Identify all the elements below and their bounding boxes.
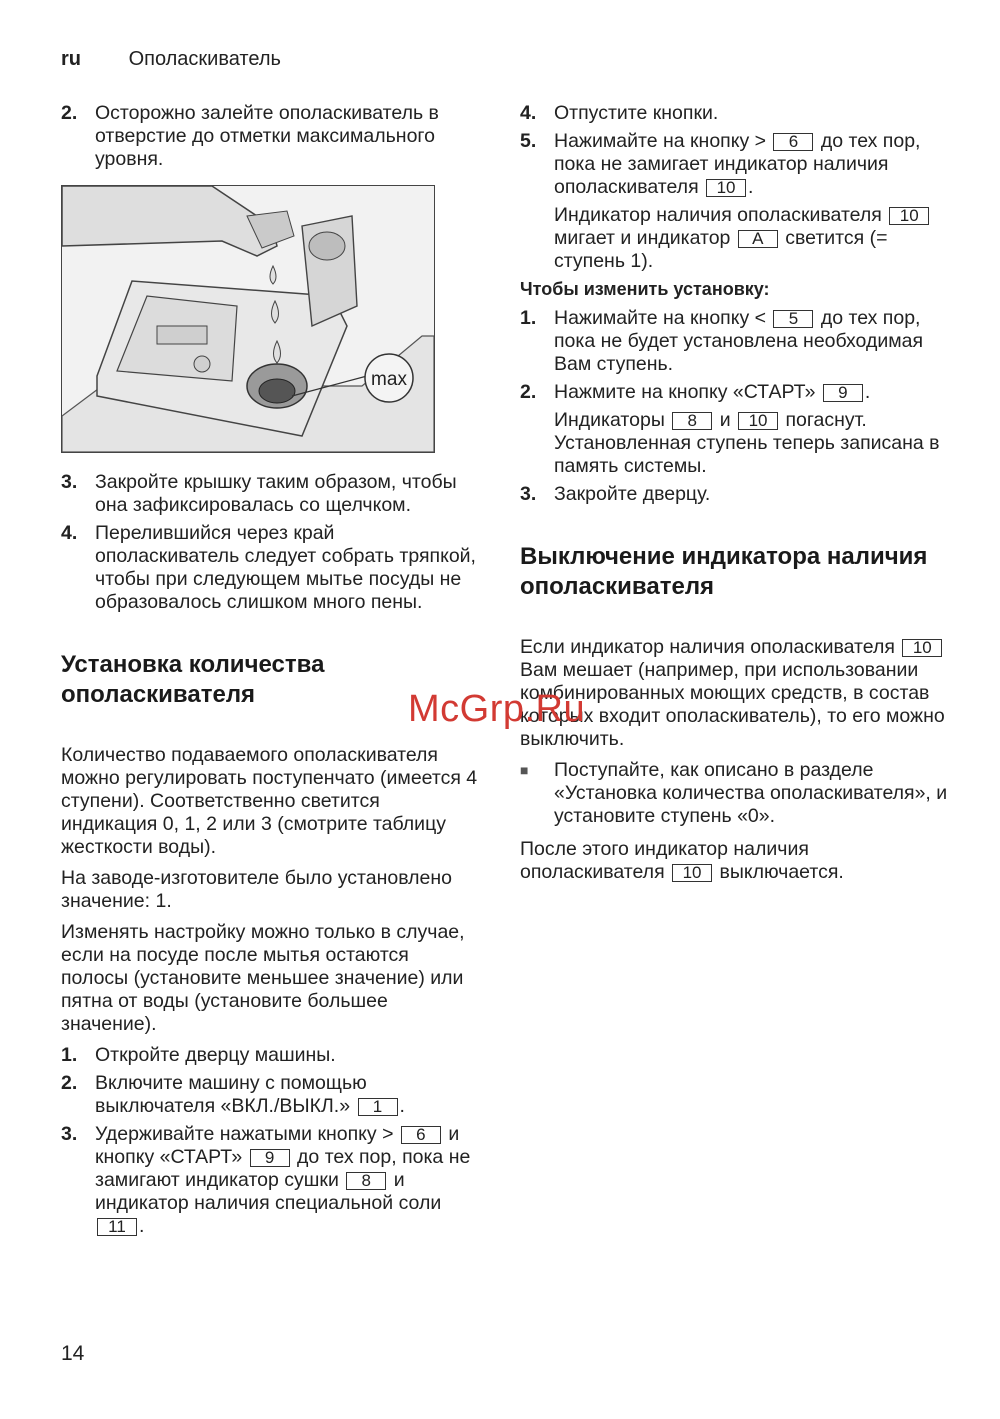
indicator-ref-box: 10	[738, 412, 778, 430]
button-ref-box: 5	[773, 310, 813, 328]
list-item: 1. Нажимайте на кнопку < 5 до тех пор, пока не будет установлена необходимая Вам ступень.	[520, 307, 924, 375]
paragraph: Изменять настройку можно только в случае, если на посуде после мытья остаются полосы (установите меньшее значение) или пятна от воды (установите большее значение).	[61, 921, 465, 1035]
list-item: 3. Закройте крышку таким образом, чтобы она зафиксировалась со щелчком.	[61, 471, 457, 516]
indicator-ref-box: 10	[706, 179, 746, 197]
step-note: Индикатор наличия ополаскивателя 10 мигает и индикатор A светится (= ступень 1).	[520, 204, 950, 273]
indicator-ref-box: 10	[902, 639, 942, 657]
step-note: Индикаторы 8 и 10 погаснут. Установленная ступень теперь записана в память системы.	[554, 409, 940, 477]
header-title: Ополаскиватель	[128, 48, 281, 70]
list-item: 2. Осторожно залейте ополаскиватель в отверстие до отметки максимального уровня.	[61, 102, 439, 170]
page-header	[61, 48, 281, 71]
list-item: 5. Нажимайте на кнопку > 6 до тех пор, пока не замигает индикатор наличия ополаскивателя 10 .	[520, 130, 921, 198]
indicator-ref-box: 8	[672, 412, 712, 430]
section-title-disable-indicator: Выключение индикатора наличия ополаскивателя	[520, 543, 928, 600]
right-column	[520, 102, 950, 892]
list-item: 4. Отпустите кнопки.	[520, 102, 719, 124]
indicator-ref-box: A	[738, 230, 778, 248]
bullet-item: ■ Поступайте, как описано в разделе «Установка количества ополаскивателя», и установите ступень «0».	[520, 759, 948, 827]
button-ref-box: 6	[773, 133, 813, 151]
paragraph: После этого индикатор наличия ополаскивателя 10 выключается.	[520, 838, 844, 883]
button-ref-box: 9	[250, 1149, 290, 1167]
subsection-title: Чтобы изменить установку:	[520, 279, 770, 299]
list-item: 3. Удерживайте нажатыми кнопку > 6 и кнопку «СТАРТ» 9 до тех пор, пока не замигают индикатор сушки 8 и индикатор наличия специальной соли 11 .	[61, 1123, 471, 1237]
list-item: 2. Нажмите на кнопку «СТАРТ» 9 .	[520, 381, 871, 403]
list-item: 2. Включите машину с помощью выключателя «ВКЛ./ВЫКЛ.» 1 .	[61, 1072, 405, 1117]
rinse-aid-illustration	[61, 185, 435, 453]
list-item: 1. Откройте дверцу машины.	[61, 1044, 336, 1066]
max-label: max	[371, 369, 407, 390]
page-number: 14	[61, 1342, 85, 1365]
indicator-ref-box: 10	[672, 864, 712, 882]
button-ref-box: 9	[823, 384, 863, 402]
button-ref-box: 6	[401, 1126, 441, 1144]
button-ref-box: 1	[358, 1098, 398, 1116]
indicator-ref-box: 8	[346, 1172, 386, 1190]
indicator-ref-box: 10	[889, 207, 929, 225]
section-title-rinse-amount: Установка количества ополаскивателя	[61, 651, 325, 708]
indicator-ref-box: 11	[97, 1218, 137, 1236]
paragraph: Количество подаваемого ополаскивателя можно регулировать поступенчато (имеется 4 ступени). Соответственно светится индикация 0, 1, 2 или 3 (смотрите таблицу жесткости воды).	[61, 744, 478, 858]
paragraph: На заводе-изготовителе было установлено значение: 1.	[61, 867, 452, 912]
list-item: 3. Закройте дверцу.	[520, 483, 711, 505]
square-bullet-icon: ■	[520, 762, 529, 778]
dispenser-drawing	[62, 186, 434, 452]
left-column	[61, 102, 481, 1243]
watermark: McGrp.Ru	[408, 688, 586, 730]
paragraph: Если индикатор наличия ополаскивателя 10 Вам мешает (например, при использовании комбинированных моющих средств, в состав которых входит ополаскиватель), то его можно выключить.	[520, 636, 945, 750]
language-code: ru	[61, 48, 81, 70]
list-item: 4. Перелившийся через край ополаскиватель следует собрать тряпкой, чтобы при следующем мытье посуды не образовалось слишком много пены.	[61, 522, 476, 613]
